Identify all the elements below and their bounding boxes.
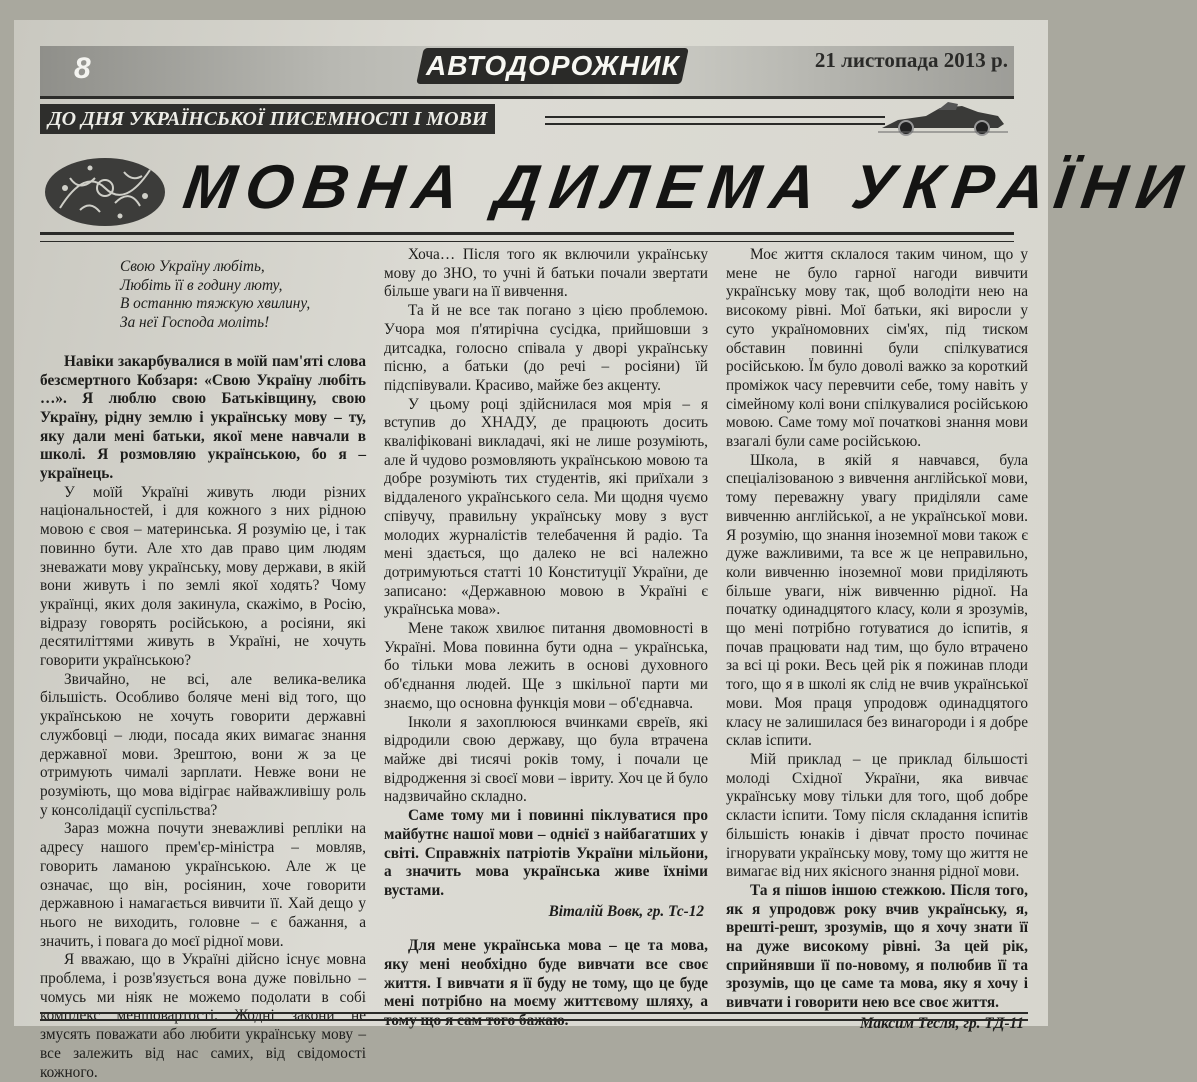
- paragraph: Саме тому ми і повинні піклуватися про майбутнє нашої мови – однієї з найбагатших у світі. Справжніх патріотів України мільйони, а значить мова українська живе їхніми вустами.: [384, 807, 708, 899]
- floral-ornament-icon: [40, 148, 170, 230]
- spacer: [384, 921, 708, 937]
- article-column-2: [384, 246, 708, 1031]
- paragraph: Я вважаю, що в Україні дійсно існує мовна проблема, і розв'язується вона дуже повільно – чомусь ми ніяк не можемо подолати в собі комплекс меншовартості. Жодні закони не змусять поважати або любити українську мову – все залежить від нас самих, від свідомості кожного.: [40, 951, 366, 1081]
- lead-paragraph: Навіки закарбувалися в моїй пам'яті слова безсмертного Кобзаря: «Свою Україну любіть …». Я люблю свою Батьківщину, свою Україну, рідну землю і українську мову – ту, яку дали мені батьки, якої мене навчали в школі. Я розмовляю українською, бо я – українець.: [40, 352, 366, 483]
- epigraph-line: За неї Господа моліть!: [120, 314, 270, 332]
- paragraph: Для мене українська мова – це та мова, яку мені необхідно буде вивчати все своє життя. І вивчати я її буду не тому, що це буде мені потрібно на моєму життєвому шляху, а тому що я сам того бажаю.: [384, 937, 708, 1030]
- section-title: ДО ДНЯ УКРАЇНСЬКОЇ ПИСЕМНОСТІ І МОВИ: [40, 104, 495, 134]
- section-bar: [40, 104, 1014, 138]
- paragraph: Мене також хвилює питання двомовності в Україні. Мова повинна бути одна – українська, бо тільки мова лежить в основі духовного об'єднання людей. Ще з шкільної парти ми знаємо, що основна функція мови – об'єднавча.: [384, 620, 708, 712]
- paper-name: АВТОДОРОЖНИК: [425, 50, 680, 81]
- paragraph: Моє життя склалося таким чином, що у мене не було гарної нагоди вивчити українську мову так, щоб володіти нею на високому рівні. Мої батьки, які виросли у суто україномовних сім'ях, під тиском обставин повинні були спілкуватися російською. Їм було доволі важко за короткий проміжок часу перевчити себе, тому навіть у сімейному колі вони спілкувалися російською мовою. Саме тому мої початкові знання мови взагалі були саме російською.: [726, 246, 1028, 451]
- masthead: [40, 46, 1014, 99]
- page-number: 8: [74, 52, 91, 85]
- paragraph: Зараз можна почути зневажливі репліки на адресу нашого прем'єр-міністра – мовляв, говорить ламаною українською. Але ж це означає, що він, росіянин, хоче говорити державною і намагається вивчити її. Хай дещо у нього не виходить, головне – є бажання, а значить, і повага до моєї рідної мови.: [40, 820, 366, 950]
- paragraph: У цьому році здійснилася моя мрія – я вступив до ХНАДУ, де працюють досить кваліфіковані викладачі, які не лише розуміють, але й чудово розмовляють українською мовою та добре розуміють тих студентів, які приїхали з віддаленого українського села. Ми щодня чуємо співучу, правильну українську мову з вуст молодих журналістів телебачення й радіо. Та мені здається, що далеко не всі належно дотримуються статті 10 Конституції України, де записано: «Державною мовою в Україні є українська мова».: [384, 395, 708, 619]
- epigraph-line: Свою Україну любіть,: [120, 258, 265, 275]
- paper-name-plate: [416, 48, 689, 84]
- newspaper-page: [14, 20, 1197, 1081]
- epigraph-line: Любіть її в годину люту,: [120, 276, 283, 294]
- race-car-icon: [878, 98, 1008, 138]
- headline-rule: [40, 232, 1014, 242]
- paragraph: Інколи я захоплююся вчинками євреїв, які відродили свою державу, що була втрачена майже дві тисячі років тому, і почали це відродження зі своєї мови – івриту. Хоч це й було надзвичайно складно.: [384, 713, 708, 806]
- author-signature: Максим Тесля, гр. ТД-11: [859, 1014, 1024, 1032]
- headline: МОВНА ДИЛЕМА УКРАЇНИ: [179, 153, 1197, 222]
- epigraph: [120, 258, 366, 333]
- epigraph-line: В останню тяжкую хвилину,: [120, 295, 311, 313]
- paragraph: Школа, в якій я навчався, була спеціалізованою з вивчення англійської мови, тому переважну увагу приділяли саме вивченню англійської, а не української мови. Я розумію, що знання іноземної мови також є дуже важливими, та все ж це неправильно, коли вивченню іноземної мови приділяють більше уваги, ніж вивченню рідної. На початку одинадцятого класу, коли я зрозумів, що мені потрібно готуватися до іспитів, я почав працювати над тим, що було втрачено за всі ці роки. Весь цей рік я пожинав плоди того, що я в школі як слід не вчив української мови. Моя праця упродовж одинадцятого класу не залишилася без винагороди і я добре склав іспити.: [726, 451, 1028, 750]
- paragraph: Та я пішов іншою стежкою. Після того, як я упродовж року вчив українську, я, врешті-решт, зрозумів, що я хочу знати її на дуже високому рівні. За цей рік, сприйнявши її по-новому, я полюбив її та зрозумів, що це саме та мова, яку я хочу і вивчати і говорити нею все своє життя.: [726, 881, 1028, 1012]
- section-rule: [545, 116, 885, 125]
- bottom-rule: [40, 1012, 1028, 1021]
- article-column-1: [40, 246, 366, 1082]
- paragraph: Мій приклад – це приклад більшості молоді Східної України, яка вивчає українську мову тільки для того, щоб добре скласти іспити. Тому після складання іспитів більшість юнаків і дівчат просто починає ігнорувати українську мову, тому що життя не вимагає від них якісного знання рідної мови.: [726, 750, 1028, 881]
- paragraph: Звичайно, не всі, але велика-велика більшість. Особливо боляче мені від того, що українською не хочуть говорити державні службовці – люди, посада яких вимагає знання державної мови. Зрештою, вони ж за це отримують чималі зарплати. Невже вони не розуміють, що мова відіграє найважливішу роль у консолідації суспільства?: [40, 670, 366, 819]
- paragraph: У моїй Україні живуть люди різних національностей, і для кожного з них рідною мовою є своя – материнська. Я розумію це, і так повинно бути. Але хто дав право цим людям зневажати мову українську, мову держави, в якій вони живуть і по землі якої ходять? Чому українці, яких доля закинула, скажімо, в Росію, відразу говорять російською, а росіяни, які десятиліттями живуть в Україні, не хочуть говорити українською?: [40, 483, 366, 670]
- paragraph: Хоча… Після того як включили українську мову до ЗНО, то учні й батьки почали звертати більше уваги на її вивчення.: [384, 246, 708, 301]
- issue-date: 21 листопада 2013 р.: [814, 48, 1008, 72]
- article-column-3: [726, 246, 1028, 1034]
- paragraph: Та й не все так погано з цією проблемою. Учора моя п'ятирічна сусідка, прийшовши з дитсадка, голосно співала у дворі українську пісню, а батьки (до речі – росіяни) їй підспівували. Красиво, майже без акценту.: [384, 302, 708, 394]
- author-signature: Віталій Вовк, гр. Тс-12: [548, 902, 704, 920]
